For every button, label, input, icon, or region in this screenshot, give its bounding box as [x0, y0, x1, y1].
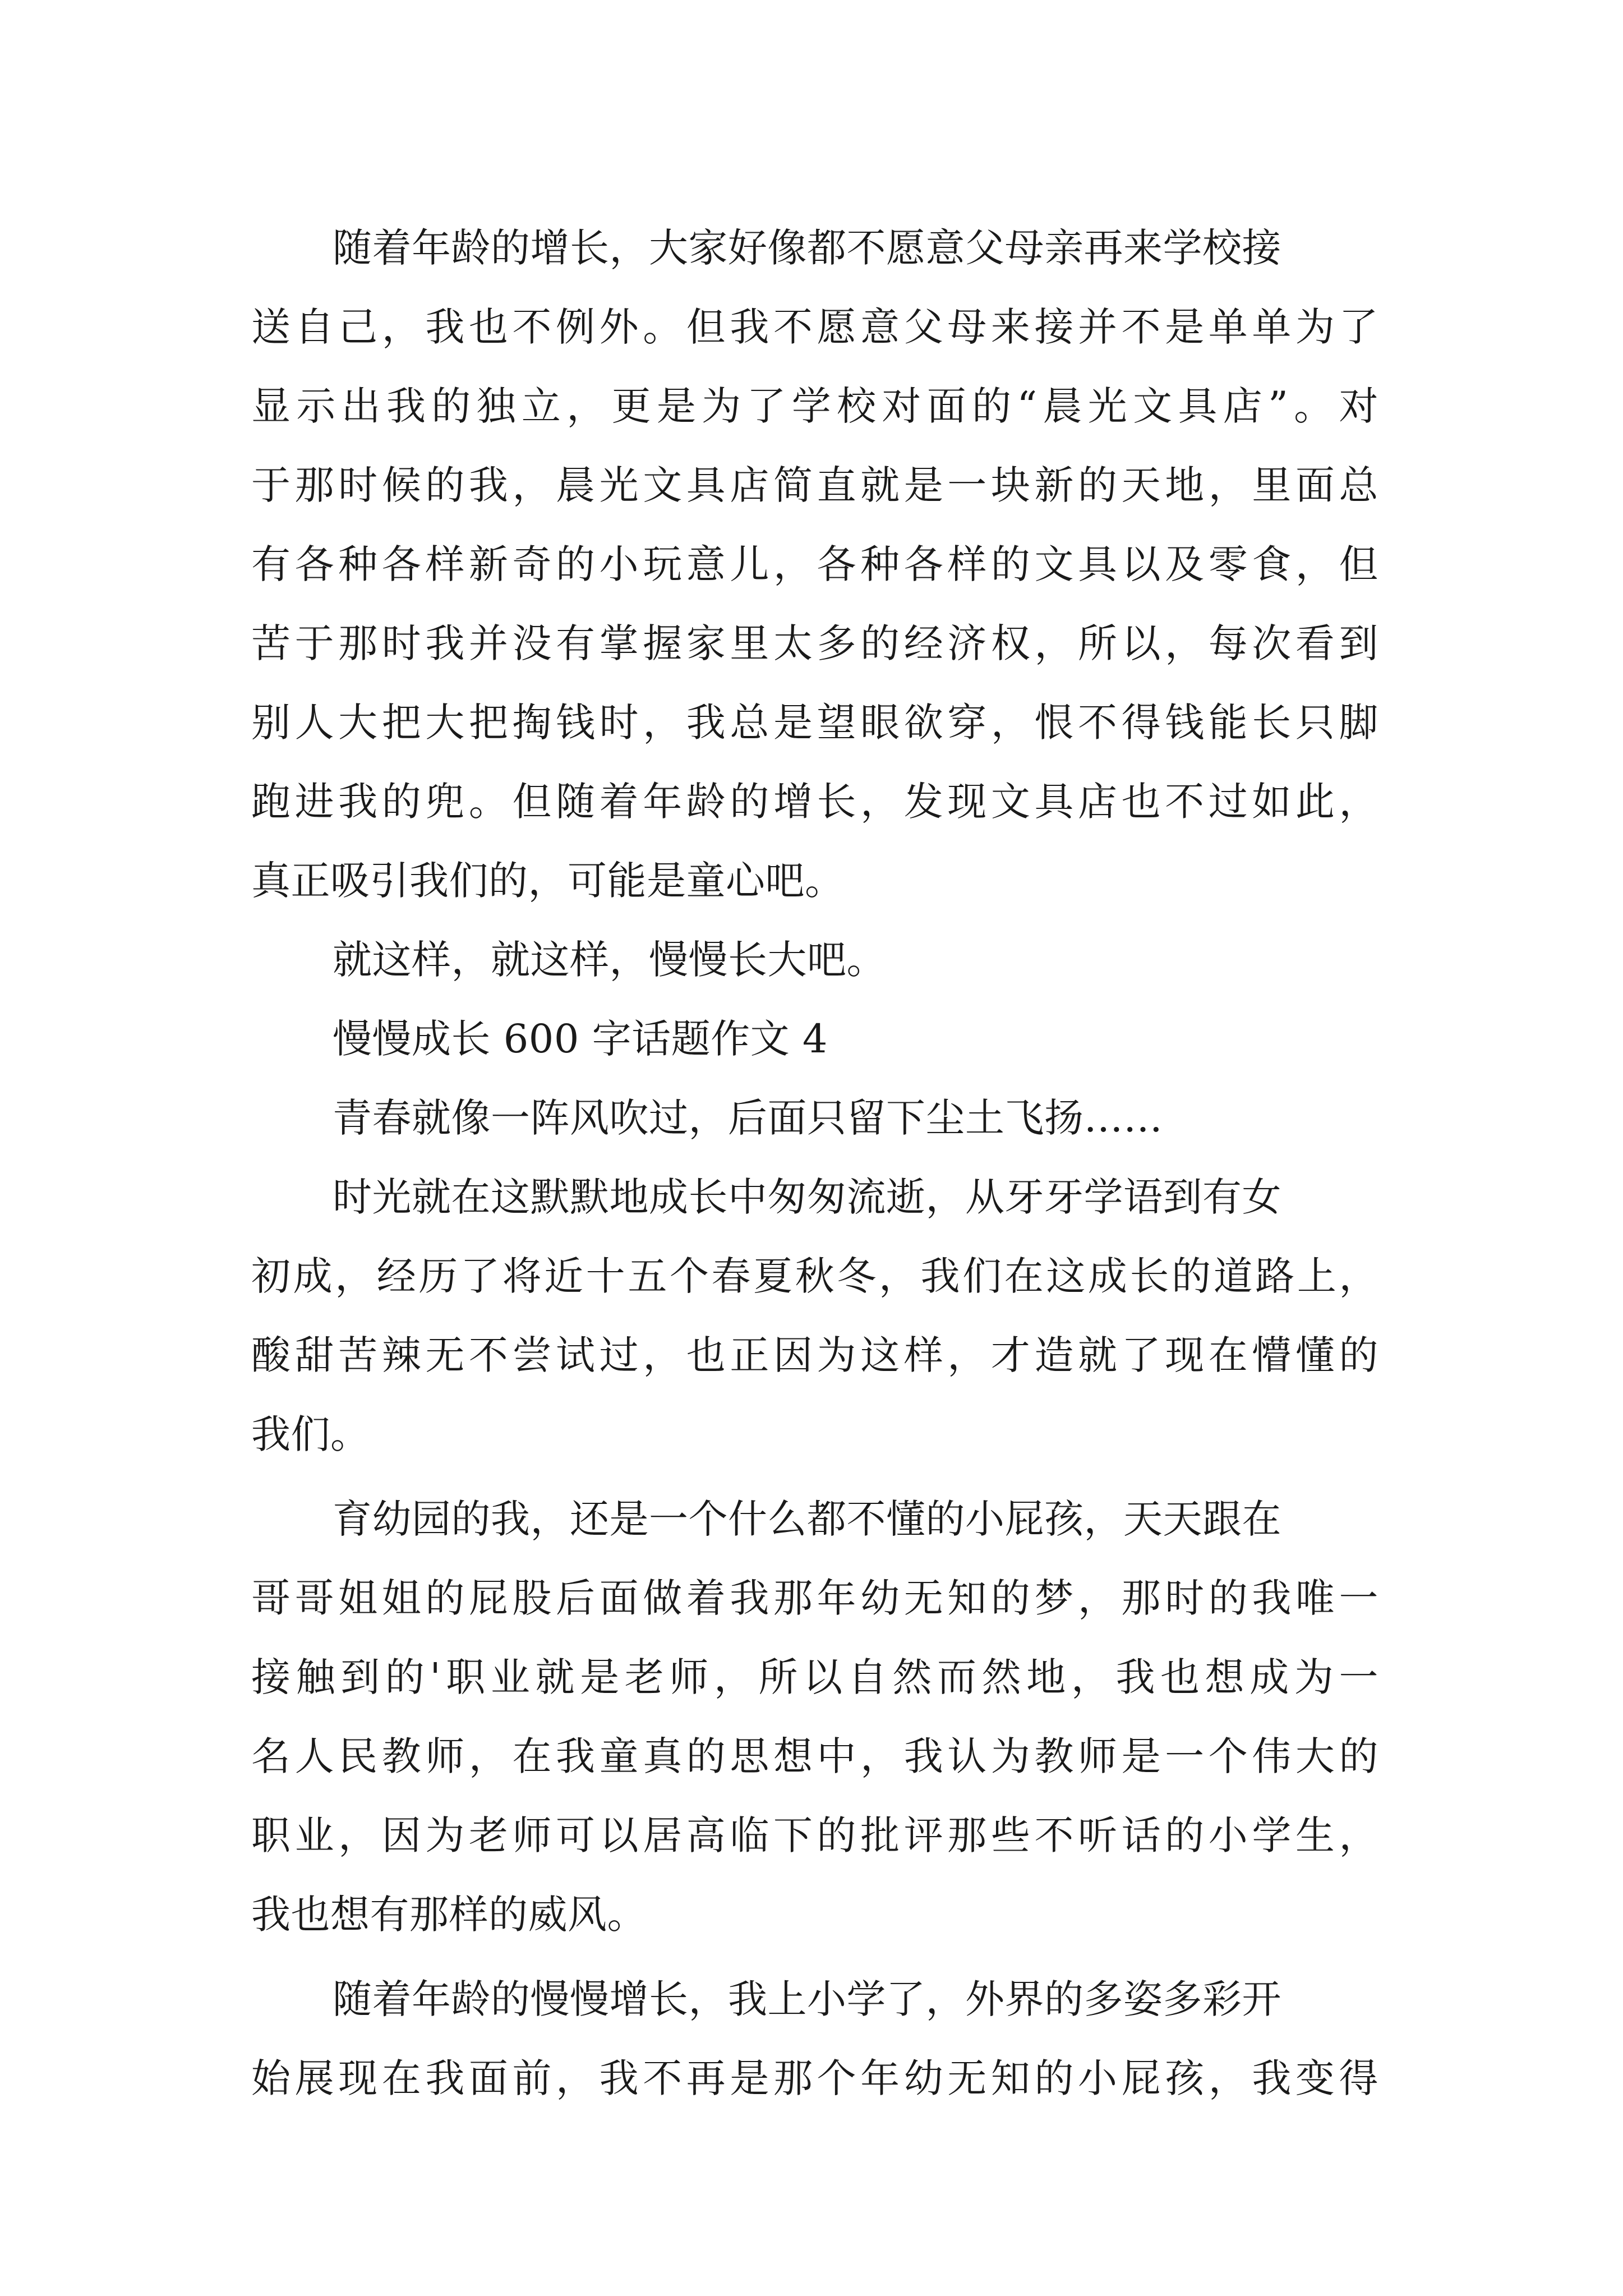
text-line: 送自己，我也不例外。但我不愿意父母来接并不是单单为了	[251, 304, 1378, 350]
text-line: 有各种各样新奇的小玩意儿，各种各样的文具以及零食，但	[251, 541, 1378, 587]
text-line: 接触到的'职业就是老师，所以自然而然地，我也想成为一	[251, 1654, 1378, 1700]
text-line: 于那时候的我，晨光文具店简直就是一块新的天地，里面总	[251, 462, 1378, 508]
text-line: 随着年龄的增长，大家好像都不愿意父母亲再来学校接	[333, 225, 1281, 271]
text-line: 青春就像一阵风吹过，后面只留下尘土飞扬……	[333, 1095, 1163, 1141]
text-line: 哥哥姐姐的屁股后面做着我那年幼无知的梦，那时的我唯一	[251, 1575, 1378, 1621]
text-line: 苦于那时我并没有掌握家里太多的经济权，所以，每次看到	[251, 620, 1378, 666]
section-heading: 慢慢成长 600 字话题作文 4	[333, 1016, 828, 1062]
document-page	[251, 209, 1378, 2118]
text-line: 跑进我的兜。但随着年龄的增长，发现文具店也不过如此，	[251, 779, 1378, 825]
text-line: 酸甜苦辣无不尝试过，也正因为这样，才造就了现在懵懂的	[251, 1332, 1378, 1378]
text-line: 名人民教师，在我童真的思想中，我认为教师是一个伟大的	[251, 1733, 1378, 1779]
text-line: 我也想有那样的威风。	[251, 1892, 647, 1938]
text-line: 别人大把大把掏钱时，我总是望眼欲穿，恨不得钱能长只脚	[251, 700, 1378, 746]
text-line: 我们。	[251, 1411, 370, 1457]
text-line: 就这样，就这样，慢慢长大吧。	[333, 937, 886, 983]
text-line: 始展现在我面前，我不再是那个年幼无知的小屁孩，我变得	[251, 2055, 1378, 2101]
text-line: 时光就在这默默地成长中匆匆流逝，从牙牙学语到有女	[333, 1174, 1281, 1220]
text-line: 育幼园的我，还是一个什么都不懂的小屁孩，天天跟在	[333, 1496, 1281, 1542]
text-line: 职业，因为老师可以居高临下的批评那些不听话的小学生，	[251, 1812, 1378, 1858]
text-line: 真正吸引我们的，可能是童心吧。	[251, 858, 845, 904]
text-line: 显示出我的独立，更是为了学校对面的“晨光文具店”。对	[251, 383, 1378, 429]
text-line: 随着年龄的慢慢增长，我上小学了，外界的多姿多彩开	[333, 1976, 1281, 2022]
text-line: 初成，经历了将近十五个春夏秋冬，我们在这成长的道路上，	[251, 1253, 1378, 1299]
